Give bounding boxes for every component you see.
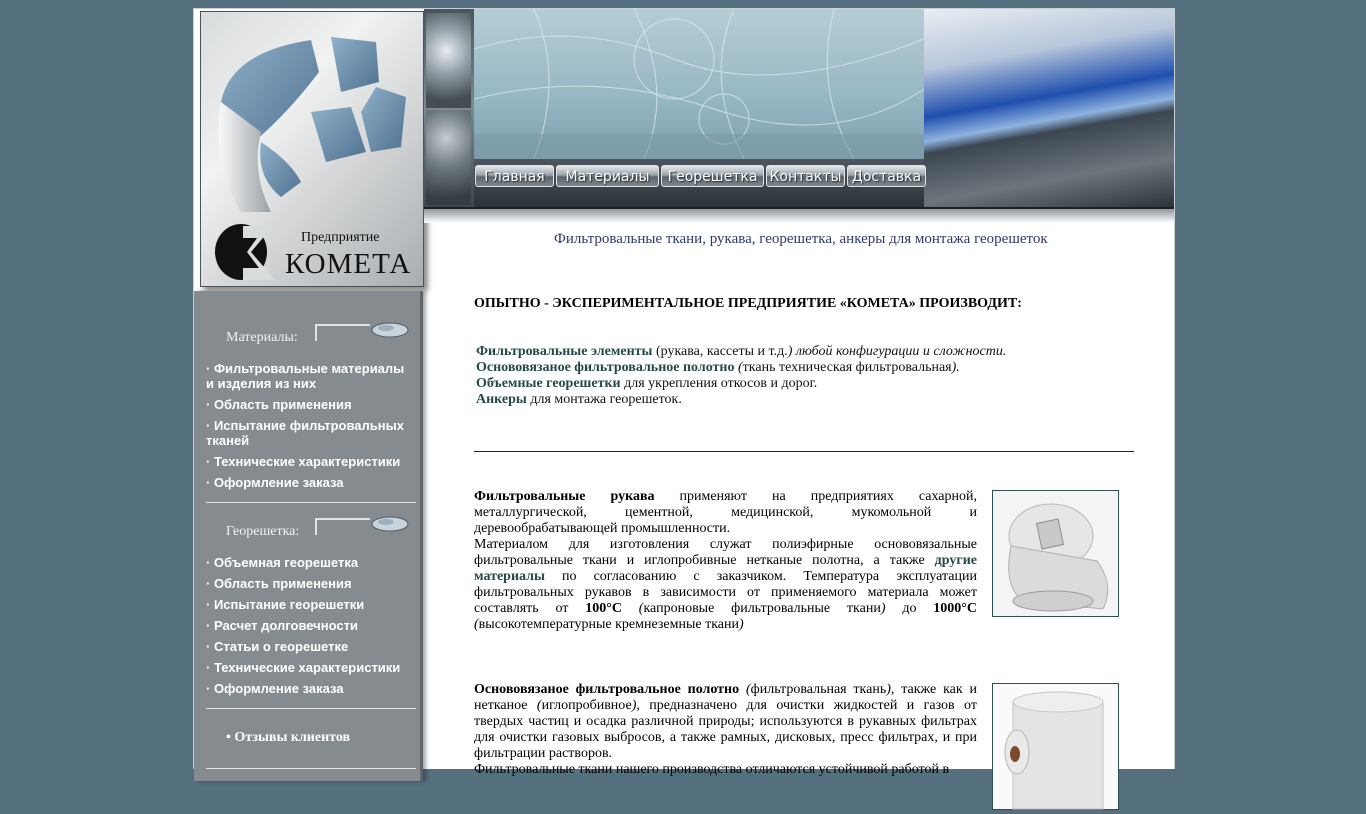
sidebar-materials-heading: Материалы: (226, 330, 298, 345)
fabric-paragraph: Основовязаное фильтровальное полотно (фильтровальная ткань), также как и нетканое (иглопробивное), предназначено для очистки жидкостей и газов от твердых частиц и осадка различной природы; используются в рукавных фильтрах для очистки газовых выбросов, а также рамных, дисковых, пресс фильтрах, и при фильтрации растворов. Фильтровальные ткани нашего производства отличаются устойчивой работой в (474, 682, 978, 777)
filter-sleeve-photo (993, 491, 1118, 616)
sidebar-item-materials-application[interactable]: · Область применения (206, 397, 352, 412)
other-materials-link[interactable]: другие материалы (474, 553, 977, 584)
fabric-roll-photo (993, 684, 1118, 809)
product-link-anchors[interactable]: Анкеры (476, 392, 527, 407)
product-desc: для монтажа георешеток. (530, 392, 682, 407)
product-link-warp-knitted-fabric[interactable]: Основовязаное фильтровальное полотно (476, 360, 735, 375)
sidebar-item-geogrid-application[interactable]: · Область применения (206, 576, 352, 591)
product-link-filter-elements[interactable]: Фильтровальные элементы (476, 344, 653, 359)
sleeves-text: до (885, 601, 934, 616)
logo-title: КОМЕТА (285, 248, 412, 280)
sidebar-item-volume-geogrid[interactable]: · Объемная георешетка (206, 555, 359, 570)
sleeves-paragraph: Фильтровальные рукава применяют на предприятиях сахарной, металлургической, цементной, медицинской, мукомольной и деревообрабатывающей промышленности. Материалом для изготовления служат полиэфирные основовязальные фильтровальные ткани и иглопробивные нетканые полотна, а также другие материалы по согласованию с заказчиком. Температура эксплуатации фильтровальных рукавов в зависимости от применяемого материала может составлять от 100°С (капроновые фильтровальные ткани) до 1000°С (высокотемпературные кремнеземные ткани) (474, 489, 977, 632)
sidebar-separator (206, 708, 416, 709)
nav-delivery-button[interactable]: Доставка (847, 165, 926, 187)
list-item (476, 376, 1006, 392)
fabric-text: фильтровальная ткань (750, 682, 887, 697)
mouse-icon (314, 511, 410, 539)
fabric-text: , предназначено для очистки жидкостей и газов от твердых частиц и осадка различной природы; используются в рукавных фильтрах для очистки газовых выбросов, а также рамных, дисковых, пресс фильтрах, и при фильтрации растворов. (474, 698, 977, 761)
product-desc: ( (652, 344, 661, 359)
sidebar-item-materials-specs[interactable]: · Технические характеристики (206, 454, 401, 469)
fabric-text: , также как и нетканое (474, 682, 978, 713)
header-shadow (424, 209, 1174, 223)
sidebar-item-geogrid-articles[interactable]: · Статьи о георешетке (206, 639, 349, 654)
sleeves-text: применяют на предприятиях сахарной, металлургической, цементной, медицинской, мукомольной и деревообрабатывающей промышленности. (474, 489, 977, 536)
nav-geogrid-button[interactable]: Георешетка (661, 165, 764, 187)
header-chrome-banner (924, 9, 1174, 207)
filter-sleeve-image[interactable] (992, 490, 1119, 617)
sidebar-geogrid-heading: Георешетка: (226, 524, 300, 539)
sidebar-item-geogrid-specs[interactable]: · Технические характеристики (206, 660, 401, 675)
sleeves-text: по согласованию с заказчиком. Температура эксплуатации фильтровальных рукавов в зависимости от применяемого материала может составлять от (474, 569, 977, 616)
fabric-title: Основовязаное фильтровальное полотно (474, 682, 740, 697)
sidebar (194, 291, 423, 781)
content-divider (474, 451, 1134, 452)
list-item (476, 344, 1006, 360)
sidebar-separator (206, 768, 416, 769)
nav-materials-button[interactable]: Материалы (556, 165, 659, 187)
header-photo-sphere (426, 110, 471, 205)
page-frame (193, 8, 1175, 777)
company-logo[interactable] (200, 11, 424, 287)
sidebar-item-durability-calc[interactable]: · Расчет долговечности (206, 618, 358, 633)
header-map-banner (474, 9, 924, 159)
product-list (476, 344, 1006, 408)
mouse-icon (314, 317, 410, 345)
product-desc: для укрепления откосов и дорог. (624, 376, 818, 391)
kometa-emblem-icon (213, 222, 277, 282)
product-desc: ( (734, 360, 743, 375)
product-desc: ) любой конфигурации и сложности. (787, 344, 1007, 359)
header-photo-crystal (426, 13, 471, 108)
sleeves-title: Фильтровальные рукава (474, 489, 655, 504)
fabric-text: Фильтровальные ткани нашего производства отличаются устойчивой работой в (474, 762, 950, 777)
sleeves-text: высокотемпературные кремнеземные ткани (478, 617, 739, 632)
header-photo-strip (424, 9, 475, 207)
list-item (476, 392, 1006, 408)
logo-artwork (201, 12, 423, 222)
page-title: ОПЫТНО - ЭКСПЕРИМЕНТАЛЬНОЕ ПРЕДПРИЯТИЕ «КОМЕТА» ПРОИЗВОДИТ: (474, 296, 1022, 311)
logo-subtitle: Предприятие (301, 230, 380, 245)
temp-low: 100°С (585, 601, 622, 616)
fabric-roll-image[interactable] (992, 683, 1119, 810)
list-item (476, 360, 1006, 376)
sidebar-item-geogrid-order[interactable]: · Оформление заказа (206, 681, 344, 696)
sleeves-text: капроновые фильтровальные ткани (643, 601, 881, 616)
sidebar-item-materials-order[interactable]: · Оформление заказа (206, 475, 344, 490)
product-link-volume-geogrid[interactable]: Объемные георешетки (476, 376, 621, 391)
temp-high: 1000°С (933, 601, 977, 616)
sleeves-text: Материалом для изготовления служат полиэфирные основовязальные фильтровальные ткани и иглопробивные нетканые полотна, а также (474, 537, 977, 568)
product-desc: ). (951, 360, 960, 375)
fabric-text: иглопробивное (541, 698, 632, 713)
site-tagline: Фильтровальные ткани, рукава, георешетка, анкеры для монтажа георешеток (554, 231, 1048, 247)
nav-contacts-button[interactable]: Контакты (766, 165, 845, 187)
product-desc: ткань техническая фильтровальная (742, 360, 952, 375)
sidebar-separator (206, 502, 416, 503)
sidebar-item-reviews[interactable]: • Отзывы клиентов (226, 730, 351, 745)
product-desc: рукава, кассеты и т.д. (660, 344, 788, 359)
sidebar-item-filter-testing[interactable]: · Испытание фильтровальных тканей (206, 418, 404, 448)
sidebar-item-filter-materials[interactable]: · Фильтровальные материалы и изделия из них (206, 361, 405, 391)
sidebar-item-geogrid-testing[interactable]: · Испытание георешетки (206, 597, 365, 612)
nav-home-button[interactable]: Главная (475, 165, 554, 187)
map-lines (474, 9, 924, 159)
